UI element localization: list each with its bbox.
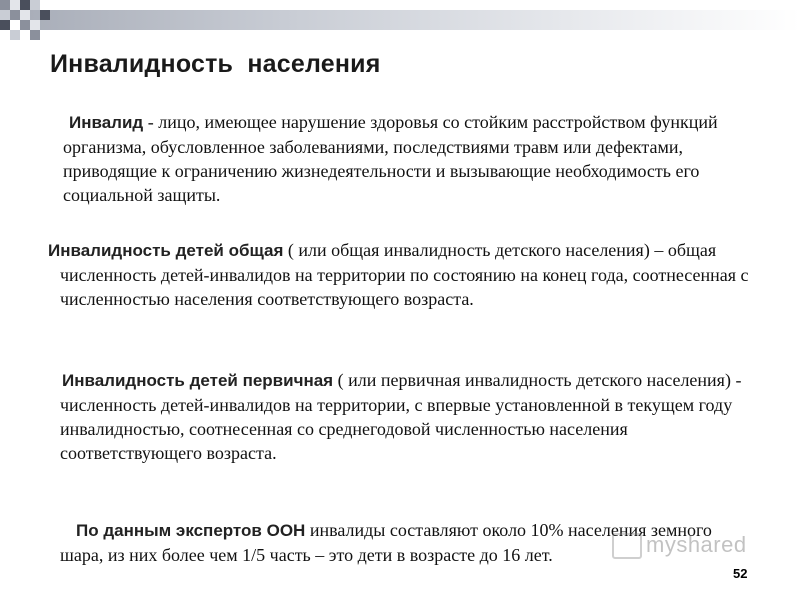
definition-invalid: - лицо, имеющее нарушение здоровья со стойким расстройством функций организма, обусловленное заболеваниями, последствиями травм или дефектами, приводящие к ограничению жизнедеятельности и вызывающие необходимость его социальной защиты. [63, 112, 718, 205]
deco-square-1 [0, 0, 10, 10]
statement-un-experts: инвалиды составляют около 10% населения земного шара, из них более чем 1/5 часть – это дети в возрасте до 16 лет. [60, 520, 712, 565]
term-invalid: Инвалид [69, 113, 144, 132]
definition-disability-general: ( или общая инвалидность детского населения) – общая численность детей-инвалидов на территории по состоянию на конец года, соотнесенная с численностью населения соответствующего возраста. [60, 240, 749, 309]
page-number: 52 [733, 566, 748, 581]
header-decoration [0, 0, 800, 48]
deco-square-10 [20, 20, 30, 30]
term-disability-primary: Инвалидность детей первичная [62, 371, 334, 390]
definition-disability-primary: ( или первичная инвалидность детского населения) - численность детей-инвалидов на территории, с впервые установленной в текущем году инвалидностью, соотнесенная со среднегодовой численностью населения соответствующего возраста. [60, 370, 742, 463]
deco-square-13 [30, 30, 40, 40]
deco-square-4 [30, 0, 40, 10]
deco-square-12 [10, 30, 20, 40]
paragraph-definition-invalid [63, 110, 753, 207]
deco-square-2 [10, 0, 20, 10]
slide-title: Инвалидность населения [50, 50, 381, 78]
paragraph-disability-general [48, 238, 750, 311]
deco-square-7 [20, 10, 30, 20]
deco-square-6 [10, 10, 20, 20]
deco-square-11 [30, 20, 40, 30]
deco-square-5 [0, 10, 10, 20]
watermark [612, 532, 747, 559]
deco-square-3 [20, 0, 30, 10]
deco-square-8 [40, 10, 50, 20]
watermark-text: myshared [646, 532, 747, 557]
cart-icon [612, 533, 642, 559]
term-disability-general: Инвалидность детей общая [48, 241, 284, 260]
term-un-experts: По данным экспертов ООН [76, 521, 306, 540]
header-gradient-bar [20, 10, 800, 30]
paragraph-disability-primary [60, 368, 750, 465]
deco-square-9 [0, 20, 10, 30]
